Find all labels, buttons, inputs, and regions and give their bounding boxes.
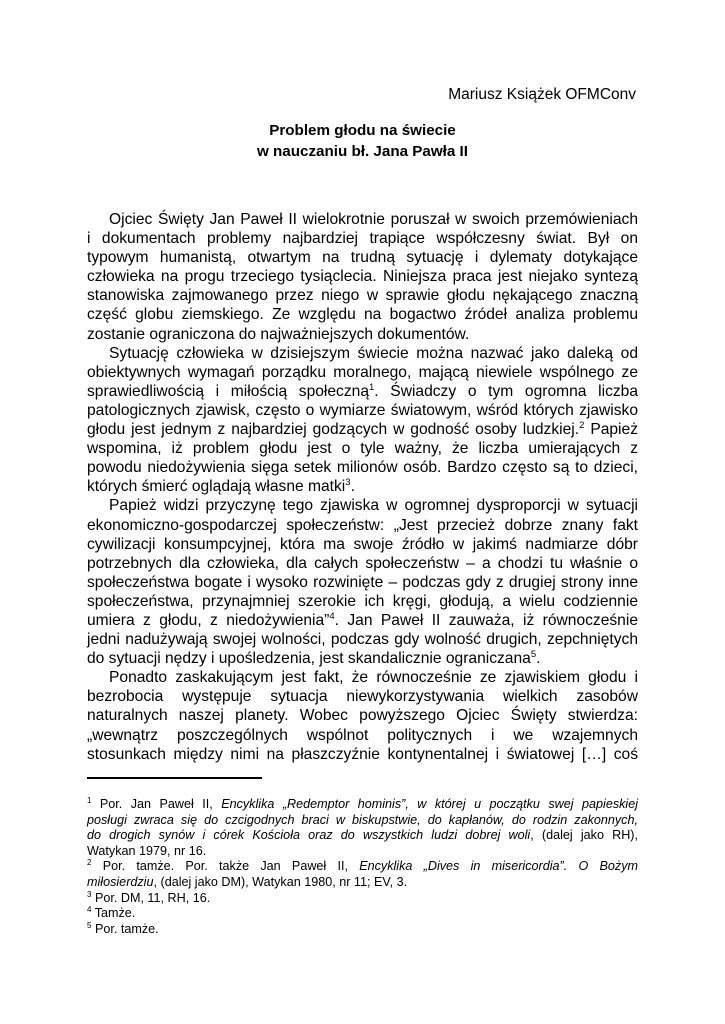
footnote-1-line (87, 813, 638, 829)
footnote-ref[interactable]: 4 (329, 610, 335, 622)
body-line: powodu niedożywienia sięga setek milionów osób. Bardzo często są to dzieci, (87, 459, 638, 477)
footnote-italic-text: Encyklika „Dives in misericordia”. O Bożym (359, 859, 638, 874)
body-line: typowym humanistą, otwartym na trudną sytuację i dylematy dotykające (87, 249, 638, 267)
body-text-fragment: . Świadczy o tym ogromna liczba (374, 382, 639, 400)
footnote-ref[interactable]: 2 (579, 419, 585, 431)
footnote-separator (87, 777, 262, 779)
footnotes (87, 797, 638, 937)
footnote-2 (87, 859, 638, 875)
footnote-ref[interactable]: 1 (369, 381, 375, 393)
body-line: naturalnych naszej planety. Wobec powyższego Ojciec Święty stwierdza: (87, 707, 638, 725)
author-name: Mariusz Książek OFMConv (448, 86, 636, 103)
footnote-italic-text: do drogich synów i córek Kościoła oraz do wszystkich ludzi dobrej woli (87, 828, 531, 843)
body-line: patologicznych zjawisk, często o wymiarze światowym, wśród których zjawisko (87, 401, 638, 419)
body-line: stosunkach między nimi na płaszczyźnie kontynentalnej i światowej […] coś (87, 745, 638, 763)
footnote-2-line (87, 875, 638, 891)
footnote-text: Tamże. (91, 906, 136, 921)
footnote-text: Por. tamże. (91, 921, 159, 936)
footnote-text: Por. DM, 11, RH, 16. (91, 890, 211, 905)
footnote-italic-text: posługi zwraca się do czcigodnych braci w biskupstwie, do kapłanów, do rodzin zakonnych, (87, 812, 638, 827)
body-text-fragment: umiera z głodu, z niedożywienia” (87, 611, 330, 629)
body-line: społeczeństwa, przynajmniej szerokie ich kręgi, głodują, a wielu codziennie (87, 592, 638, 610)
footnote-italic-text: miłosierdziu (87, 874, 154, 889)
footnote-1-line (87, 828, 638, 844)
body-line: zostanie ograniczona do najważniejszych dokumentów. (87, 325, 470, 343)
footnote-ref[interactable]: 3 (345, 477, 351, 489)
body-line: ekonomiczno-gospodarczej społeczeństw: „Jest przecież dobrze znany fakt (87, 516, 638, 534)
body-text-fragment: których śmierć oglądają własne matki (87, 478, 346, 496)
body-line: Ojciec Święty Jan Paweł II wielokrotnie poruszał w swoich przemówieniach (109, 211, 638, 228)
footnote-4 (87, 906, 638, 922)
body-line: Ponadto zaskakującym jest fakt, że równocześnie ze zjawiskiem głodu i (109, 669, 638, 687)
body-text-fragment: . (536, 650, 541, 668)
body-line (87, 611, 638, 630)
footnote-5 (87, 922, 638, 938)
body-text-fragment: Papież (584, 421, 638, 439)
footnote-text: , (dalej jako RH), (530, 828, 638, 843)
footnote-number: 3 (87, 889, 92, 899)
body-text-fragment: sprawiedliwością i miłością społeczną (87, 382, 369, 400)
title-line-2: w nauczaniu bł. Jana Pawła II (256, 143, 468, 160)
body-text-fragment: . Jan Paweł II zauważa, iż równocześnie (334, 611, 638, 629)
footnote-1-line: Watykan 1979, nr 16. (87, 843, 207, 858)
body-line: „wewnątrz poszczególnych wspólnot politycznych i we wzajemnych (87, 726, 638, 744)
body-line: i dokumentach problemy najbardziej trapiące współczesny świat. Był on (87, 230, 638, 248)
body-line: wspomina, iż problem głodu jest o tyle ważny, że liczba umierających z (87, 440, 638, 458)
footnote-text: Por. tamże. Por. także Jan Paweł II, (91, 859, 360, 874)
footnote-ref[interactable]: 5 (530, 648, 537, 660)
footnote-1 (87, 797, 638, 813)
body-line: stanowiska zajmowanego przez niego w sprawie głodu nękającego znaczną (87, 287, 638, 305)
article-body (87, 210, 638, 764)
body-line (87, 649, 638, 668)
body-line: jedni nadużywają swojej wolności, podczas gdy wolność drugich, zepchniętych (87, 631, 638, 649)
body-line: Papież widzi przyczynę tego zjawiska w ogromnej dysproporcji w sytuacji (109, 497, 638, 515)
body-line: część globu ziemskiego. Ze względu na bogactwo źródeł analiza problemu (87, 306, 638, 324)
footnote-text: , (dalej jako DM), Watykan 1980, nr 11; EV, 3. (153, 874, 408, 889)
footnote-text: Por. Jan Paweł II, (91, 797, 222, 811)
body-line: obiektywnych wymagań porządku moralnego, mającą niewiele wspólnego ze (87, 363, 638, 381)
body-line: Sytuację człowieka w dzisiejszym świecie można nazwać jako daleką od (109, 344, 638, 362)
title-line-1: Problem głodu na świecie (269, 122, 456, 139)
body-line (87, 420, 638, 439)
body-line: człowieka na progu trzeciego tysiąclecia. Niniejsza praca jest niejako syntezą (87, 268, 638, 286)
footnote-number: 5 (87, 920, 92, 930)
body-line (87, 477, 638, 496)
footnote-italic-text: Encyklika „Redemptor hominis”, w której u początku swej papieskiej (221, 797, 639, 811)
body-line: bezrobocia występuje sytuacja niewykorzystywania wielkich zasobów (87, 688, 638, 706)
footnote-number: 2 (87, 858, 92, 868)
footnote-number: 1 (87, 795, 92, 805)
body-text-fragment: . (350, 478, 355, 496)
footnote-number: 4 (87, 904, 92, 914)
body-line: cywilizacji konsumpcyjnej, która ma swoje źródło w jakimś nadmiarze dóbr (87, 535, 638, 553)
footnote-3 (87, 891, 638, 907)
body-line: potrzebnych dla człowieka, dla całych społeczeństw – a chodzi tu właśnie o (87, 554, 638, 572)
body-text-fragment: do sytuacji nędzy i upośledzenia, jest skandalicznie ograniczana (87, 650, 531, 668)
body-text-fragment: głodu jest jednym z najbardziej godzących w godność osoby ludzkiej. (87, 421, 580, 439)
body-line: społeczeństwa bogate i wysoko rozwinięte – podczas gdy z drugiej strony inne (87, 573, 638, 591)
body-line (87, 382, 638, 401)
